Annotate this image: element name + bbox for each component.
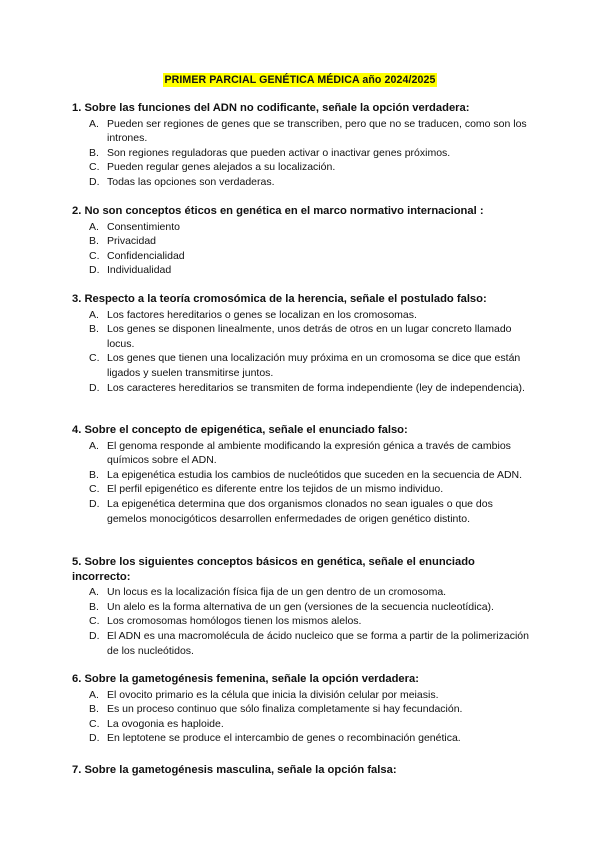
option-text: Individualidad xyxy=(107,264,172,277)
option-letter: D. xyxy=(89,497,100,510)
option-letter: A. xyxy=(89,117,99,130)
option-text: El ADN es una macromolécula de ácido nucleico que se forma a partir de la polimerización de los nucleótidos. xyxy=(107,629,529,657)
option-letter: C. xyxy=(89,352,100,365)
option-text: La epigenética determina que dos organismos clonados no sean iguales o que dos gemelos monocigóticos desarrollen enfermedades de origen genético distinto. xyxy=(107,497,493,525)
option-letter: A. xyxy=(89,308,99,321)
question-3 xyxy=(72,292,532,395)
question-heading: 5. Sobre los siguientes conceptos básicos en genética, señale el enunciado incorrecto: xyxy=(72,556,475,583)
option-a xyxy=(72,688,532,703)
page-title: PRIMER PARCIAL GENÉTICA MÉDICA año 2024/2025 xyxy=(164,74,436,86)
option-letter: A. xyxy=(89,586,99,599)
option-a xyxy=(72,117,532,146)
option-text: Es un proceso continuo que sólo finaliza completamente si hay fecundación. xyxy=(107,703,463,716)
option-b xyxy=(72,234,532,249)
question-heading: 7. Sobre la gametogénesis masculina, señale la opción falsa: xyxy=(72,764,397,776)
option-letter: D. xyxy=(89,732,100,745)
option-b xyxy=(72,468,532,483)
option-text: Los factores hereditarios o genes se localizan en los cromosomas. xyxy=(107,308,417,321)
option-text: El perfil epigenético es diferente entre los tejidos de un mismo individuo. xyxy=(107,483,444,496)
option-letter: C. xyxy=(89,161,100,174)
option-c xyxy=(72,614,532,629)
option-letter: B. xyxy=(89,323,99,336)
question-5 xyxy=(72,555,532,658)
option-letter: D. xyxy=(89,381,100,394)
option-d xyxy=(72,731,532,746)
option-text: Confidencialidad xyxy=(107,249,185,262)
option-letter: C. xyxy=(89,615,100,628)
option-letter: D. xyxy=(89,264,100,277)
option-text: En leptotene se produce el intercambio de genes o recombinación genética. xyxy=(107,732,461,745)
option-letter: B. xyxy=(89,146,99,159)
option-b xyxy=(72,146,532,161)
question-7 xyxy=(72,763,532,779)
question-2 xyxy=(72,204,532,278)
question-6 xyxy=(72,672,532,746)
option-a xyxy=(72,585,532,600)
option-text: Todas las opciones son verdaderas. xyxy=(107,175,275,188)
option-d xyxy=(72,629,532,658)
option-d xyxy=(72,381,532,396)
option-d xyxy=(72,497,532,526)
option-a xyxy=(72,220,532,235)
option-text: La epigenética estudia los cambios de nucleótidos que suceden en la secuencia de ADN. xyxy=(107,468,523,481)
option-letter: D. xyxy=(89,629,100,642)
option-d xyxy=(72,263,532,278)
question-heading: 6. Sobre la gametogénesis femenina, señale la opción verdadera: xyxy=(72,673,419,685)
option-letter: A. xyxy=(89,220,99,233)
option-letter: B. xyxy=(89,235,99,248)
option-letter: B. xyxy=(89,600,99,613)
option-text: Consentimiento xyxy=(107,220,180,233)
question-4 xyxy=(72,423,532,526)
question-heading: 1. Sobre las funciones del ADN no codificante, señale la opción verdadera: xyxy=(72,102,470,114)
option-c xyxy=(72,717,532,732)
option-text: Los caracteres hereditarios se transmiten de forma independiente (ley de independencia). xyxy=(107,381,525,394)
option-text: Los cromosomas homólogos tienen los mismos alelos. xyxy=(107,615,362,628)
option-text: Un alelo es la forma alternativa de un gen (versiones de la secuencia nucleotídica). xyxy=(107,600,494,613)
option-letter: C. xyxy=(89,717,100,730)
option-letter: B. xyxy=(89,468,99,481)
option-letter: C. xyxy=(89,483,100,496)
option-text: El genoma responde al ambiente modificando la expresión génica a través de cambios químicos sobre el ADN. xyxy=(107,439,511,467)
option-d xyxy=(72,175,532,190)
option-text: Son regiones reguladoras que pueden activar o inactivar genes próximos. xyxy=(107,146,451,159)
option-text: Privacidad xyxy=(107,235,157,248)
option-letter: D. xyxy=(89,175,100,188)
question-heading: 2. No son conceptos éticos en genética en el marco normativo internacional : xyxy=(72,205,484,217)
option-a xyxy=(72,308,532,323)
option-text: Los genes que tienen una localización muy próxima en un cromosoma se dice que están ligados y suelen transmitirse juntos. xyxy=(107,352,521,379)
option-text: Pueden regular genes alejados a su localización. xyxy=(107,161,336,174)
option-text: Los genes se disponen linealmente, unos detrás de otros en un lugar concreto llamado locus. xyxy=(107,323,512,350)
option-c xyxy=(72,482,532,497)
option-c xyxy=(72,249,532,264)
option-a xyxy=(72,439,532,468)
option-letter: B. xyxy=(89,703,99,716)
option-c xyxy=(72,351,532,380)
option-letter: A. xyxy=(89,439,99,452)
option-text: Un locus es la localización física fija de un gen dentro de un cromosoma. xyxy=(107,586,447,599)
option-b xyxy=(72,702,532,717)
option-text: La ovogonia es haploide. xyxy=(107,717,224,730)
option-letter: C. xyxy=(89,249,100,262)
question-heading: 4. Sobre el concepto de epigenética, señale el enunciado falso: xyxy=(72,424,408,436)
question-1 xyxy=(72,101,532,190)
option-letter: A. xyxy=(89,688,99,701)
option-text: El ovocito primario es la célula que inicia la división celular por meiasis. xyxy=(107,688,439,701)
option-b xyxy=(72,600,532,615)
option-b xyxy=(72,322,532,351)
title-wrap xyxy=(0,70,600,88)
option-c xyxy=(72,160,532,175)
question-heading: 3. Respecto a la teoría cromosómica de la herencia, señale el postulado falso: xyxy=(72,293,487,305)
option-text: Pueden ser regiones de genes que se transcriben, pero que no se traducen, como son los intrones. xyxy=(107,117,527,145)
